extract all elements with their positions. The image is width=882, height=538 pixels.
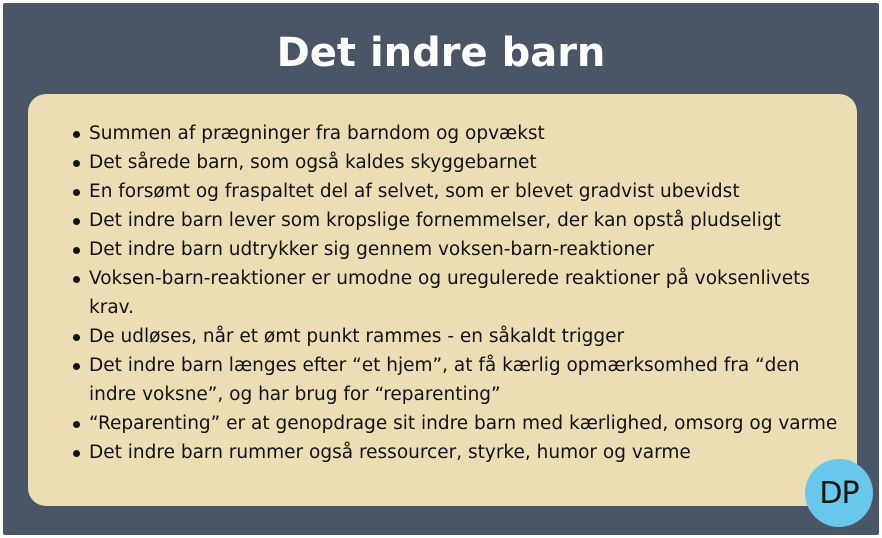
- bullet-item: Voksen-barn-reaktioner er umodne og uregulerede reaktioner på voksenlivets krav.: [72, 264, 842, 322]
- bullet-item: De udløses, når et ømt punkt rammes - en såkaldt trigger: [72, 322, 842, 351]
- dp-logo: DP: [805, 459, 873, 527]
- content-card: [28, 94, 857, 506]
- bullet-item: “Reparenting” er at genopdrage sit indre barn med kærlighed, omsorg og varme: [72, 409, 842, 438]
- bullet-item: Det indre barn rummer også ressourcer, styrke, humor og varme: [72, 438, 842, 467]
- bullet-list: [72, 119, 842, 467]
- slide: [3, 3, 879, 535]
- bullet-item: En forsømt og fraspaltet del af selvet, som er blevet gradvist ubevidst: [72, 177, 842, 206]
- bullet-item: Summen af prægninger fra barndom og opvækst: [72, 119, 842, 148]
- slide-title: Det indre barn: [276, 30, 606, 76]
- bullet-item: Det sårede barn, som også kaldes skyggebarnet: [72, 148, 842, 177]
- bullet-item: Det indre barn lever som kropslige fornemmelser, der kan opstå pludseligt: [72, 206, 842, 235]
- bullet-item: Det indre barn længes efter “et hjem”, at få kærlig opmærksomhed fra “den indre voksne”, og har brug for “reparenting”: [72, 351, 842, 409]
- bullet-item: Det indre barn udtrykker sig gennem voksen-barn-reaktioner: [72, 235, 842, 264]
